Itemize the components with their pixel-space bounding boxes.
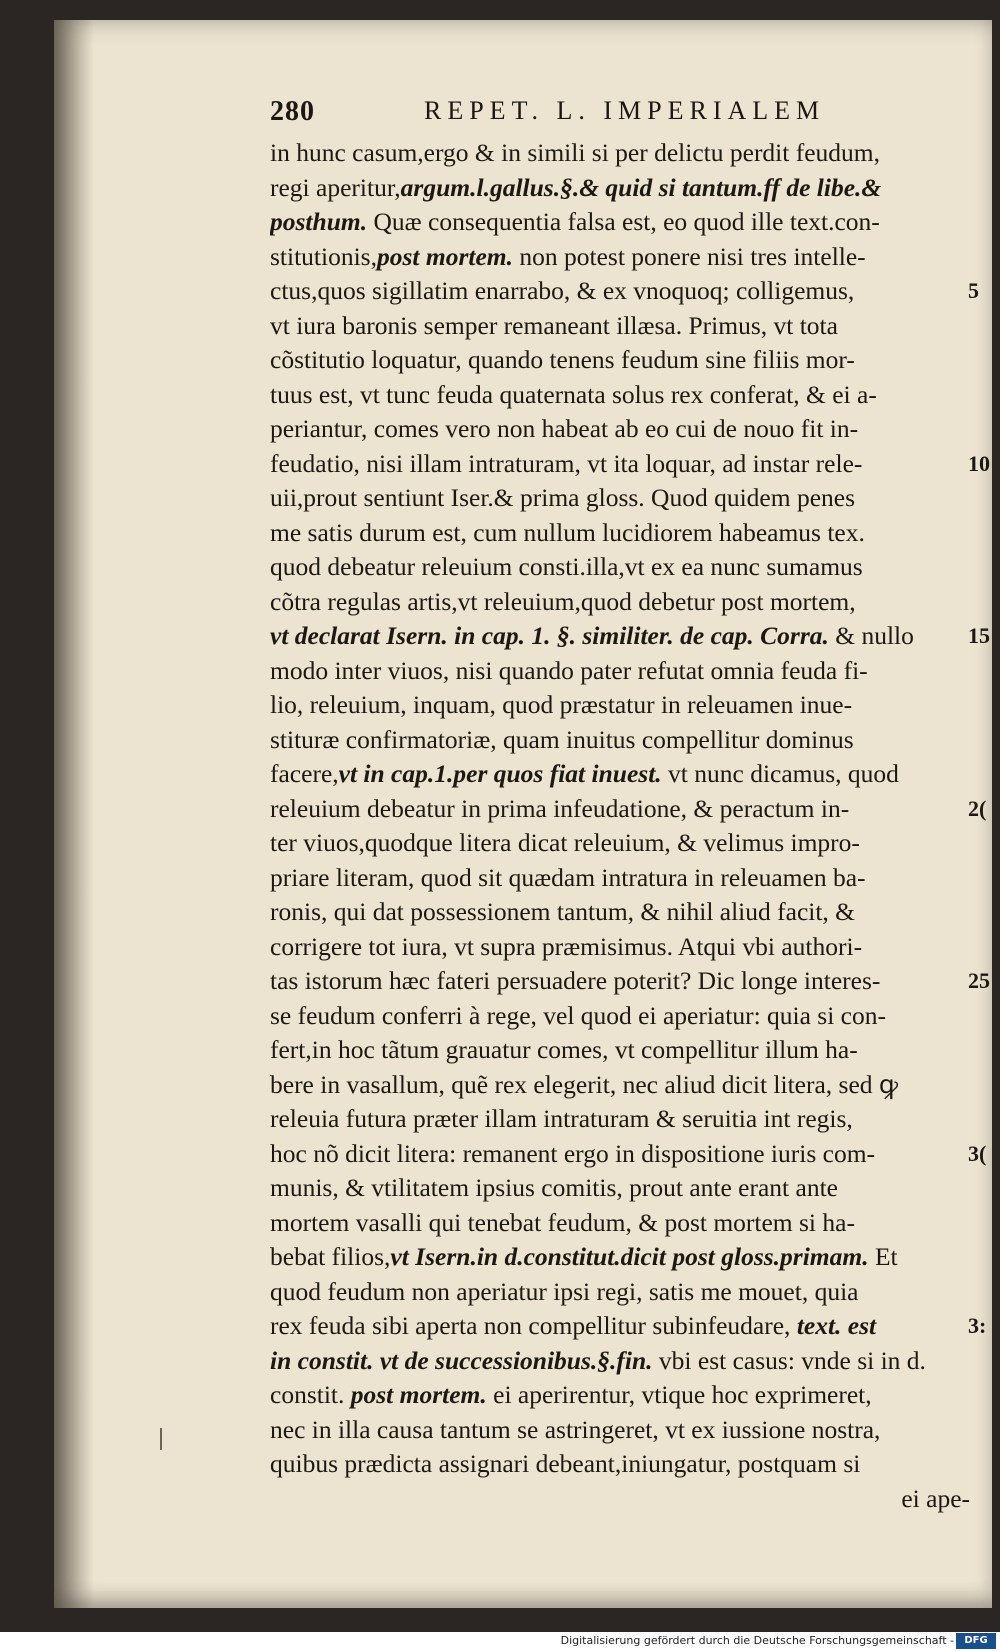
text-line xyxy=(270,1033,970,1068)
text-span: mortem vasalli qui tenebat feudum, & post mortem si ha- xyxy=(270,1207,855,1237)
text-span: me satis durum est, cum nullum lucidiorem habeamus tex. xyxy=(270,517,865,547)
text-span: corrigere tot iura, vt supra præmisimus. Atqui vbi authori- xyxy=(270,931,863,961)
margin-mark xyxy=(160,1428,162,1450)
text-line xyxy=(270,1068,970,1103)
text-line xyxy=(270,999,970,1034)
text-line xyxy=(270,309,970,344)
text-span: ctus,quos sigillatim enarrabo, & ex vnoquoq; colligemus, xyxy=(270,276,855,305)
text-line xyxy=(270,1240,970,1275)
text-span: quibus prædicta assignari debeant,iniungatur, postquam si xyxy=(270,1449,861,1478)
text-line xyxy=(270,930,970,965)
margin-line-number: 15 xyxy=(968,623,990,648)
margin-line-number: 5 xyxy=(968,278,979,303)
footer-bar xyxy=(0,1632,1000,1651)
text-span: Et xyxy=(868,1242,898,1271)
text-span: ei aperirentur, vtique hoc exprimeret, xyxy=(486,1380,872,1409)
text-span: rex feuda sibi aperta non compellitur subinfeudare, xyxy=(270,1311,791,1340)
citation-italic: post mortem. xyxy=(376,241,513,271)
text-span: nec in illa causa tantum se astringeret, vt ex iussione nostra, xyxy=(270,1414,881,1444)
text-span: tas istorum hæc fateri persuadere poterit? Dic longe interes- xyxy=(270,966,881,995)
text-line xyxy=(270,757,970,792)
text-span: bere in vasallum, quẽ rex elegerit, nec aliud dicit litera, sed ꝙ xyxy=(270,1069,899,1099)
text-span: hoc nõ dicit litera: remanent ergo in dispositione iuris com- xyxy=(270,1138,876,1168)
citation-italic: vt declarat Isern. in cap. 1. §. similiter. de cap. Corra. xyxy=(270,621,829,650)
text-span: stitutionis, xyxy=(270,241,377,271)
margin-line-number: 3: xyxy=(968,1313,987,1338)
text-span: munis, & vtilitatem ipsius comitis, prout ante erant ante xyxy=(270,1173,838,1202)
text-span: Quæ consequentia falsa est, eo quod ille text.con- xyxy=(367,207,880,236)
text-line xyxy=(270,792,970,827)
running-title: REPET. L. IMPERIALEM xyxy=(424,96,826,125)
margin-line-number: 10 xyxy=(968,450,990,476)
citation-italic: vt in cap.1.per quos fiat inuest. xyxy=(338,759,662,788)
text-span: in hunc casum,ergo & in simili si per delictu perdit feudum, xyxy=(270,138,880,167)
citation-italic: text. est xyxy=(790,1311,877,1340)
text-line xyxy=(270,240,970,275)
text-line xyxy=(270,412,970,447)
text-line xyxy=(270,964,970,999)
text-span: feudatio, nisi illam intraturam, vt ita loquar, ad instar rele- xyxy=(270,448,863,478)
text-line xyxy=(270,378,970,413)
body-text xyxy=(270,136,970,1516)
text-span: non potest ponere nisi tres intelle- xyxy=(513,241,866,271)
text-line xyxy=(270,1206,970,1241)
citation-italic: post mortem. xyxy=(344,1380,487,1409)
text-line xyxy=(270,585,970,620)
text-span: constit. xyxy=(270,1380,345,1409)
dfg-logo: DFG xyxy=(956,1633,996,1649)
text-span: releuia futura præter illam intraturam & seruitia int regis, xyxy=(270,1104,853,1133)
text-line xyxy=(270,343,970,378)
text-span: se feudum conferri à rege, vel quod ei aperiatur: quia si con- xyxy=(270,1000,886,1030)
text-line xyxy=(270,447,970,482)
text-span: cõtra regulas artis,vt releuium,quod debetur post mortem, xyxy=(270,586,856,616)
text-line xyxy=(270,1137,970,1172)
text-span: ronis, qui dat possessionem tantum, & nihil aliud facit, & xyxy=(270,897,856,926)
text-line xyxy=(270,516,970,551)
margin-line-number: 3( xyxy=(968,1140,987,1166)
catchword: ei ape- xyxy=(901,1483,970,1513)
text-line xyxy=(270,1447,970,1482)
citation-italic: vt Isern.in d.constitut.dicit post gloss.primam. xyxy=(390,1242,869,1271)
text-line xyxy=(270,895,970,930)
text-span: lio, releuium, inquam, quod præstatur in releuamen inue- xyxy=(270,690,853,719)
text-span: facere, xyxy=(270,759,339,788)
text-span: vt nunc dicamus, quod xyxy=(661,759,899,788)
text-span: quod feudum non aperiatur ipsi regi, satis me mouet, quia xyxy=(270,1276,859,1306)
text-line xyxy=(270,171,970,206)
text-line xyxy=(270,274,970,309)
citation-italic: posthum. xyxy=(270,207,368,236)
text-span: quod debeatur releuium consti.illa,vt ex ea nunc sumamus xyxy=(270,552,863,581)
text-line xyxy=(270,861,970,896)
text-line xyxy=(270,136,970,171)
text-line xyxy=(270,1102,970,1137)
text-span: periantur, comes vero non habeat ab eo cui de nouo fit in- xyxy=(270,414,859,443)
text-span: uii,prout sentiunt Iser.& prima gloss. Quod quidem penes xyxy=(270,483,856,512)
text-line xyxy=(270,826,970,861)
text-line xyxy=(270,723,970,758)
text-span: modo inter viuos, nisi quando pater refutat omnia feuda fi- xyxy=(270,655,868,685)
text-line xyxy=(270,619,970,654)
text-line xyxy=(270,1344,970,1379)
text-span: vbi est casus: vnde si in d. xyxy=(652,1345,926,1375)
text-span: & nullo xyxy=(828,621,914,650)
text-line xyxy=(270,550,970,585)
text-span: priare literam, quod sit quædam intratura in releuamen ba- xyxy=(270,862,866,892)
citation-italic: in constit. vt de successionibus.§.fin. xyxy=(270,1345,653,1375)
text-span: fert,in hoc tãtum grauatur comes, vt compellitur illum ha- xyxy=(270,1035,858,1064)
text-span: releuium debeatur in prima infeudatione, & peractum in- xyxy=(270,793,850,823)
text-line xyxy=(270,1413,970,1448)
text-line xyxy=(270,1275,970,1310)
text-span: ter viuos,quodque litera dicat releuium, & velimus impro- xyxy=(270,828,860,857)
gutter-shadow xyxy=(54,20,94,1608)
text-line xyxy=(270,1171,970,1206)
text-line xyxy=(270,654,970,689)
text-line xyxy=(270,1309,970,1344)
margin-line-number: 2( xyxy=(968,795,987,821)
margin-line-number: 25 xyxy=(968,968,990,993)
running-head xyxy=(270,96,970,136)
text-line xyxy=(270,688,970,723)
page-number: 280 xyxy=(270,96,315,127)
citation-italic: argum.l.gallus.§.& quid si tantum.ff de libe.& xyxy=(400,172,882,202)
text-line xyxy=(270,481,970,516)
text-line xyxy=(270,205,970,240)
text-span: vt iura baronis semper remaneant illæsa. Primus, vt tota xyxy=(270,310,838,340)
text-span: tuus est, vt tunc feuda quaternata solus rex conferat, & ei a- xyxy=(270,379,877,409)
text-line xyxy=(270,1378,970,1413)
text-span: bebat filios, xyxy=(270,1242,391,1271)
footer-credit: Digitalisierung gefördert durch die Deutsche Forschungsgemeinschaft - xyxy=(560,1634,954,1647)
text-span: stituræ confirmatoriæ, quam inuitus compellitur dominus xyxy=(270,724,854,754)
text-span: cõstitutio loquatur, quando tenens feudum sine filiis mor- xyxy=(270,345,855,374)
text-span: regi aperitur, xyxy=(270,172,401,202)
